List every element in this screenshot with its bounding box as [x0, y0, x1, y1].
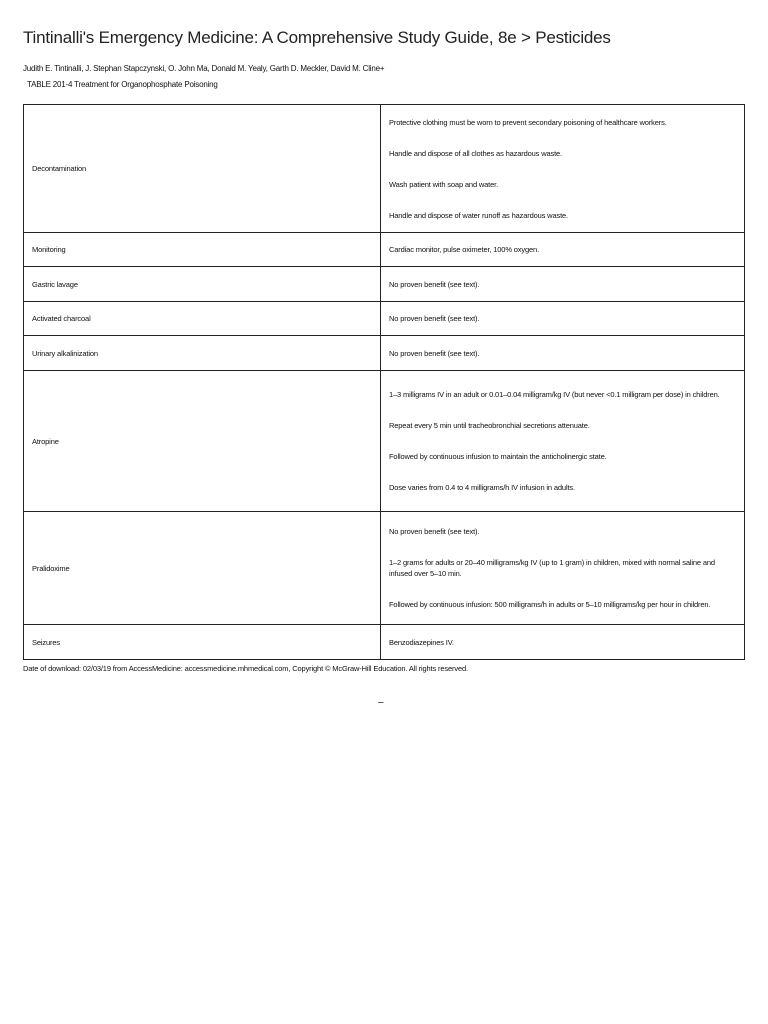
treatment-detail [381, 625, 745, 660]
table-row [24, 233, 745, 267]
table-row [24, 371, 745, 512]
detail-line: No proven benefit (see text). [389, 527, 480, 536]
detail-line: No proven benefit (see text). [389, 348, 480, 358]
detail-line: No proven benefit (see text). [389, 314, 480, 323]
page-separator-dash: – [378, 697, 384, 708]
treatment-detail [381, 302, 745, 336]
treatment-label: Pralidoxime [24, 512, 381, 625]
treatment-table [23, 104, 745, 660]
treatment-label: Gastric lavage [24, 267, 381, 302]
treatment-label: Monitoring [24, 233, 381, 267]
detail-line: Repeat every 5 min until tracheobronchial secretions attenuate. [389, 421, 590, 430]
author-list: Judith E. Tintinalli, J. Stephan Stapczynski, O. John Ma, Donald M. Yealy, Garth D. Meckler, David M. Cline+ [23, 64, 385, 73]
table-row [24, 105, 745, 233]
treatment-detail [381, 233, 745, 267]
treatment-detail [381, 267, 745, 302]
treatment-label: Urinary alkalinization [24, 336, 381, 371]
table-row [24, 512, 745, 625]
detail-line: Benzodiazepines IV. [389, 637, 454, 647]
detail-line: 1–2 grams for adults or 20–40 milligrams/kg IV (up to 1 gram) in children, mixed with normal saline and infused over 5–10 min. [389, 558, 715, 578]
treatment-detail [381, 336, 745, 371]
detail-line: No proven benefit (see text). [389, 279, 480, 289]
table-row [24, 625, 745, 660]
detail-line: Cardiac monitor, pulse oximeter, 100% oxygen. [389, 245, 539, 254]
treatment-detail [381, 371, 745, 512]
detail-line: Wash patient with soap and water. [389, 179, 499, 189]
treatment-label: Decontamination [24, 105, 381, 233]
treatment-label: Seizures [24, 625, 381, 660]
detail-line: 1–3 milligrams IV in an adult or 0.01–0.04 milligram/kg IV (but never <0.1 milligram per dose) in children. [389, 390, 720, 399]
detail-line: Dose varies from 0.4 to 4 milligrams/h IV infusion in adults. [389, 483, 575, 492]
treatment-detail [381, 512, 745, 625]
download-footer: Date of download: 02/03/19 from AccessMedicine: accessmedicine.mhmedical.com, Copyright © McGraw-Hill Education. All rights reserved. [23, 664, 468, 673]
table-caption: TABLE 201-4 Treatment for Organophosphate Poisoning [27, 80, 218, 89]
treatment-label: Atropine [24, 371, 381, 512]
treatment-label: Activated charcoal [24, 302, 381, 336]
detail-line: Followed by continuous infusion to maintain the anticholinergic state. [389, 452, 607, 461]
detail-line: Handle and dispose of water runoff as hazardous waste. [389, 210, 568, 220]
detail-line: Handle and dispose of all clothes as hazardous waste. [389, 148, 562, 158]
table-row [24, 336, 745, 371]
detail-line: Followed by continuous infusion: 500 milligrams/h in adults or 5–10 milligrams/kg per hour in children. [389, 600, 711, 609]
page-title: Tintinalli's Emergency Medicine: A Comprehensive Study Guide, 8e > Pesticides [23, 28, 611, 47]
detail-line: Protective clothing must be worn to prevent secondary poisoning of healthcare workers. [389, 117, 667, 127]
table-row [24, 302, 745, 336]
treatment-detail [381, 105, 745, 233]
table-row [24, 267, 745, 302]
